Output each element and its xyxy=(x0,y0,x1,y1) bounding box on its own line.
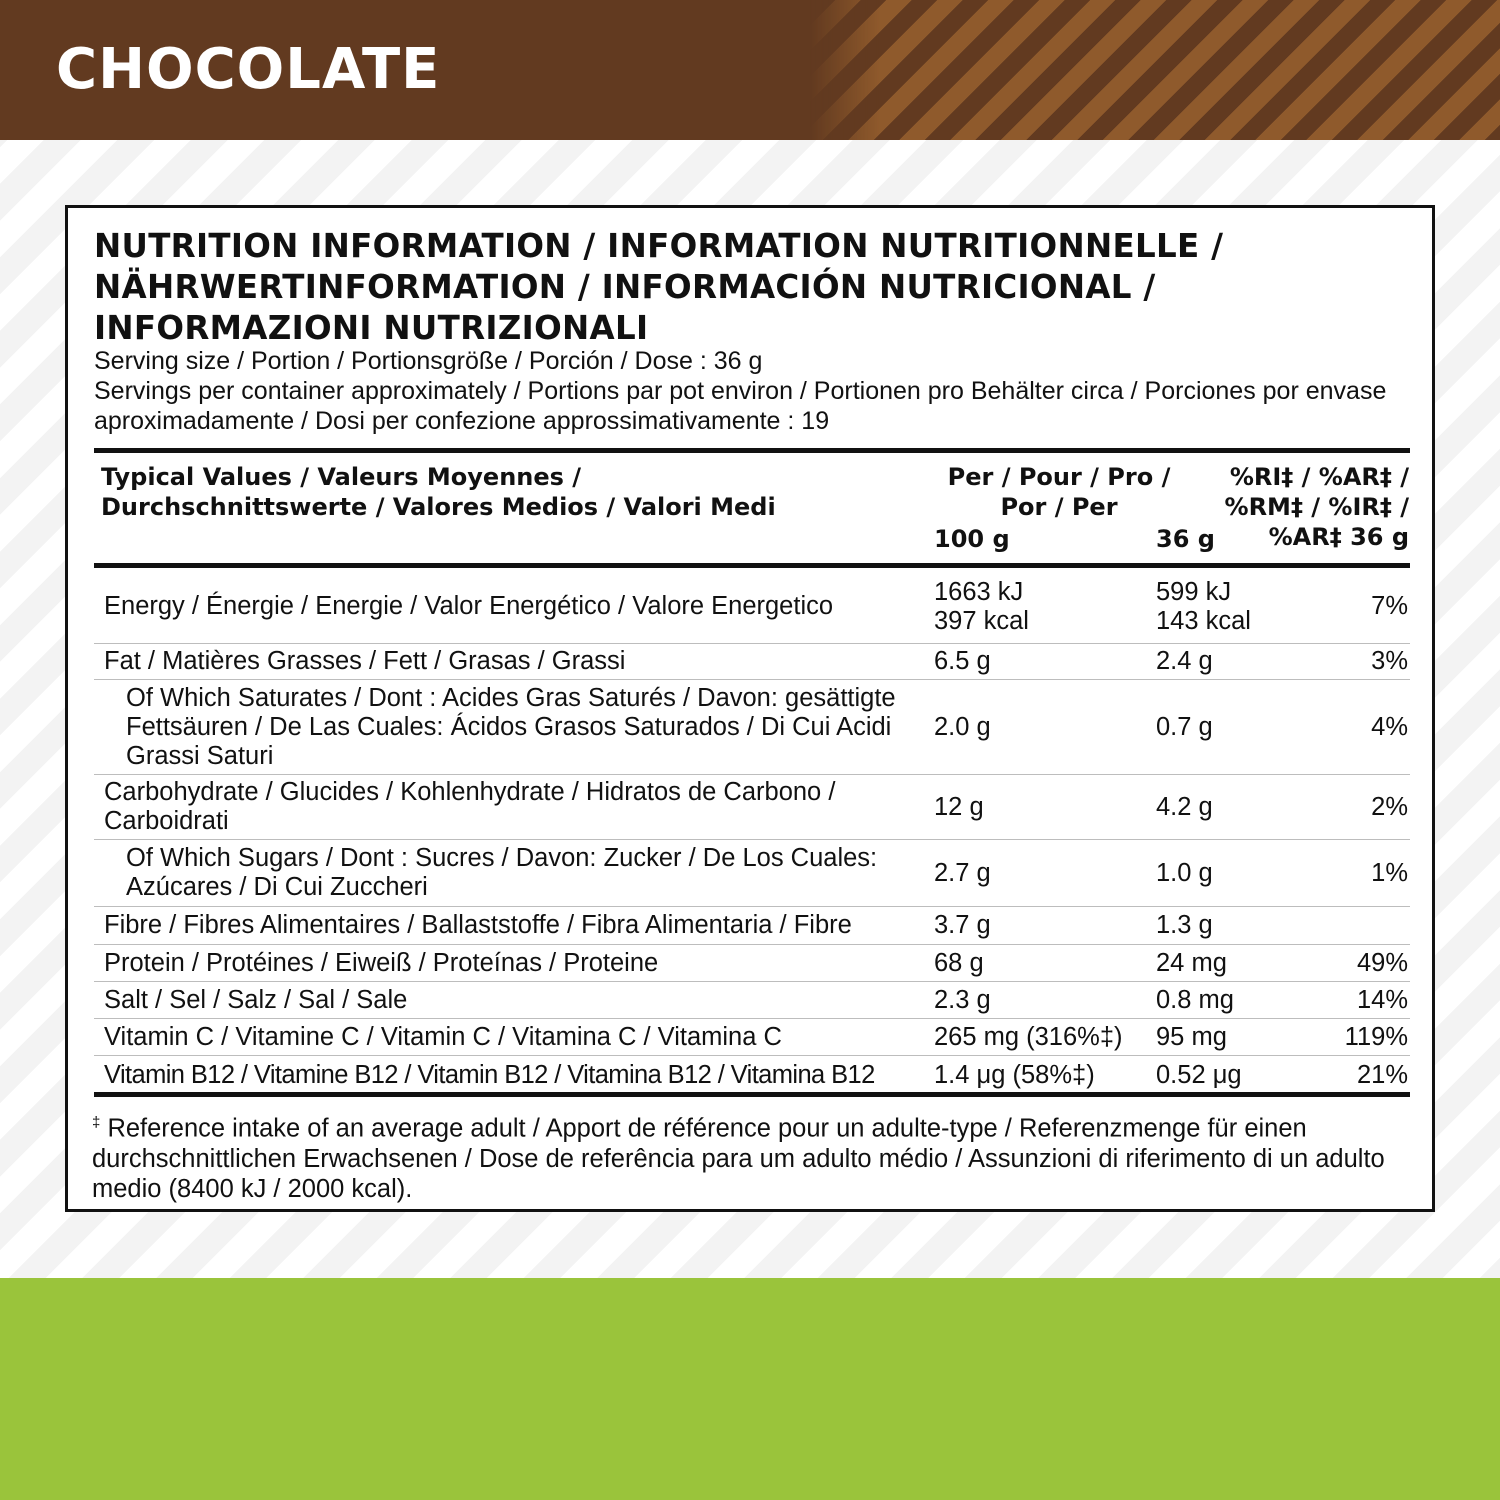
table-row xyxy=(94,644,1410,680)
value-reference-intake: 2% xyxy=(1371,792,1408,821)
footnote-mark: ‡ xyxy=(92,1114,101,1131)
nutrient-label: Vitamin B12 / Vitamine B12 / Vitamin B12 / Vitamina B12 / Vitamina B12 xyxy=(104,1060,875,1089)
table-row xyxy=(94,1056,1410,1094)
value-per-100g: 1663 kJ 397 kcal xyxy=(934,577,1029,635)
per-serving-heading: 36 g xyxy=(1156,525,1215,553)
value-reference-intake xyxy=(1288,907,1408,944)
value-per-100g: 6.5 g xyxy=(934,647,991,675)
per-100g-heading: 100 g xyxy=(934,525,1010,553)
green-footer-band xyxy=(0,1278,1500,1500)
value-reference-intake: 119% xyxy=(1344,1022,1408,1051)
nutrient-label: Energy / Énergie / Energie / Valor Energético / Valore Energetico xyxy=(104,592,834,620)
nutrition-panel xyxy=(65,205,1435,1212)
value-reference-intake: 7% xyxy=(1371,592,1408,620)
value-per-serving: 599 kJ 143 kcal xyxy=(1156,577,1251,635)
nutrient-label: Fat / Matières Grasses / Fett / Grasas / Grassi xyxy=(104,647,626,675)
value-reference-intake: 4% xyxy=(1371,712,1408,741)
value-per-100g: 12 g xyxy=(934,792,984,821)
per-heading: Per / Pour / Pro / Por / Per xyxy=(947,463,1171,521)
header-stripe-pattern xyxy=(810,0,1500,140)
table-row xyxy=(94,1019,1410,1056)
table-header xyxy=(94,460,1410,560)
value-per-serving: 0.52 μg xyxy=(1156,1060,1242,1089)
serving-size: Serving size / Portion / Portionsgröße / Porción / Dose : 36 g xyxy=(94,347,763,375)
value-per-100g: 68 g xyxy=(934,948,984,977)
value-per-100g: 2.3 g xyxy=(934,985,991,1014)
nutrient-label: Vitamin C / Vitamine C / Vitamin C / Vitamina C / Vitamina C xyxy=(104,1022,782,1051)
flavor-header xyxy=(0,0,1500,140)
nutrient-label: Fibre / Fibres Alimentaires / Ballaststoffe / Fibra Alimentaria / Fibre xyxy=(104,911,852,939)
flavor-title: CHOCOLATE xyxy=(56,37,441,102)
value-per-serving: 1.3 g xyxy=(1156,911,1213,939)
value-per-serving: 2.4 g xyxy=(1156,647,1213,675)
table-top-rule xyxy=(94,448,1410,453)
table-row xyxy=(94,982,1410,1019)
value-per-serving: 0.7 g xyxy=(1156,712,1213,741)
value-per-100g: 265 mg (316%‡) xyxy=(934,1022,1123,1051)
value-reference-intake: 49% xyxy=(1356,948,1408,977)
table-row xyxy=(94,680,1410,775)
value-reference-intake: 21% xyxy=(1356,1060,1408,1089)
nutrition-table xyxy=(94,570,1410,1094)
footnote-text: Reference intake of an average adult / Apport de référence pour un adulte-type / Referenzmenge für einen durchschnittlichen Erwachsenen / Dose de referência para um adulto médio / Assunzioni di riferimento di un adulto medio (8400 kJ / 2000 kcal). xyxy=(92,1114,1385,1203)
nutrient-sublabel: Of Which Saturates / Dont : Acides Gras Saturés / Davon: gesättigte Fettsäuren / De Las Cuales: Ácidos Grasos Saturados / Di Cui Acidi Grassi Saturi xyxy=(126,683,896,770)
value-per-serving: 24 mg xyxy=(1156,948,1227,977)
value-per-serving: 95 mg xyxy=(1156,1022,1227,1051)
table-bottom-rule xyxy=(94,1092,1410,1097)
table-row xyxy=(94,570,1410,644)
nutrient-sublabel: Of Which Sugars / Dont : Sucres / Davon: Zucker / De Los Cuales: Azúcares / Di Cui Zuccheri xyxy=(126,844,878,901)
value-reference-intake: 1% xyxy=(1371,858,1408,887)
value-per-100g: 3.7 g xyxy=(934,911,991,939)
nutrient-label: Protein / Protéines / Eiweiß / Proteínas / Proteine xyxy=(104,948,659,977)
reference-intake-footnote xyxy=(92,1108,1412,1204)
value-per-serving: 0.8 mg xyxy=(1156,985,1234,1014)
value-per-100g: 2.0 g xyxy=(934,712,991,741)
reference-intake-heading: %RI‡ / %AR‡ / %RM‡ / %IR‡ / %AR‡ 36 g xyxy=(1224,463,1409,551)
table-row xyxy=(94,945,1410,982)
table-header-rule xyxy=(94,563,1410,568)
value-per-serving: 1.0 g xyxy=(1156,858,1213,887)
nutrient-label: Salt / Sel / Salz / Sal / Sale xyxy=(104,985,408,1014)
table-row xyxy=(94,775,1410,840)
servings-per-container: Servings per container approximately / Portions par pot environ / Portionen pro Behälter circa / Porciones por envase aproximadamente / Dosi per confezione approssimativamente : 19 xyxy=(94,377,1387,435)
nutrition-title: NUTRITION INFORMATION / INFORMATION NUTRITIONNELLE / NÄHRWERTINFORMATION / INFORMACIÓN NUTRICIONAL / INFORMAZIONI NUTRIZIONALI xyxy=(94,227,1224,347)
value-per-100g: 2.7 g xyxy=(934,858,991,887)
value-reference-intake: 14% xyxy=(1356,985,1408,1014)
table-row xyxy=(94,840,1410,907)
typical-values-heading: Typical Values / Valeurs Moyennes / Durchschnittswerte / Valores Medios / Valori Medi xyxy=(101,463,776,521)
nutrient-label: Carbohydrate / Glucides / Kohlenhydrate / Hidratos de Carbono / Carboidrati xyxy=(104,778,836,835)
value-per-100g: 1.4 μg (58%‡) xyxy=(934,1060,1095,1089)
table-row xyxy=(94,907,1410,945)
value-per-serving: 4.2 g xyxy=(1156,792,1213,821)
value-reference-intake: 3% xyxy=(1371,647,1408,675)
